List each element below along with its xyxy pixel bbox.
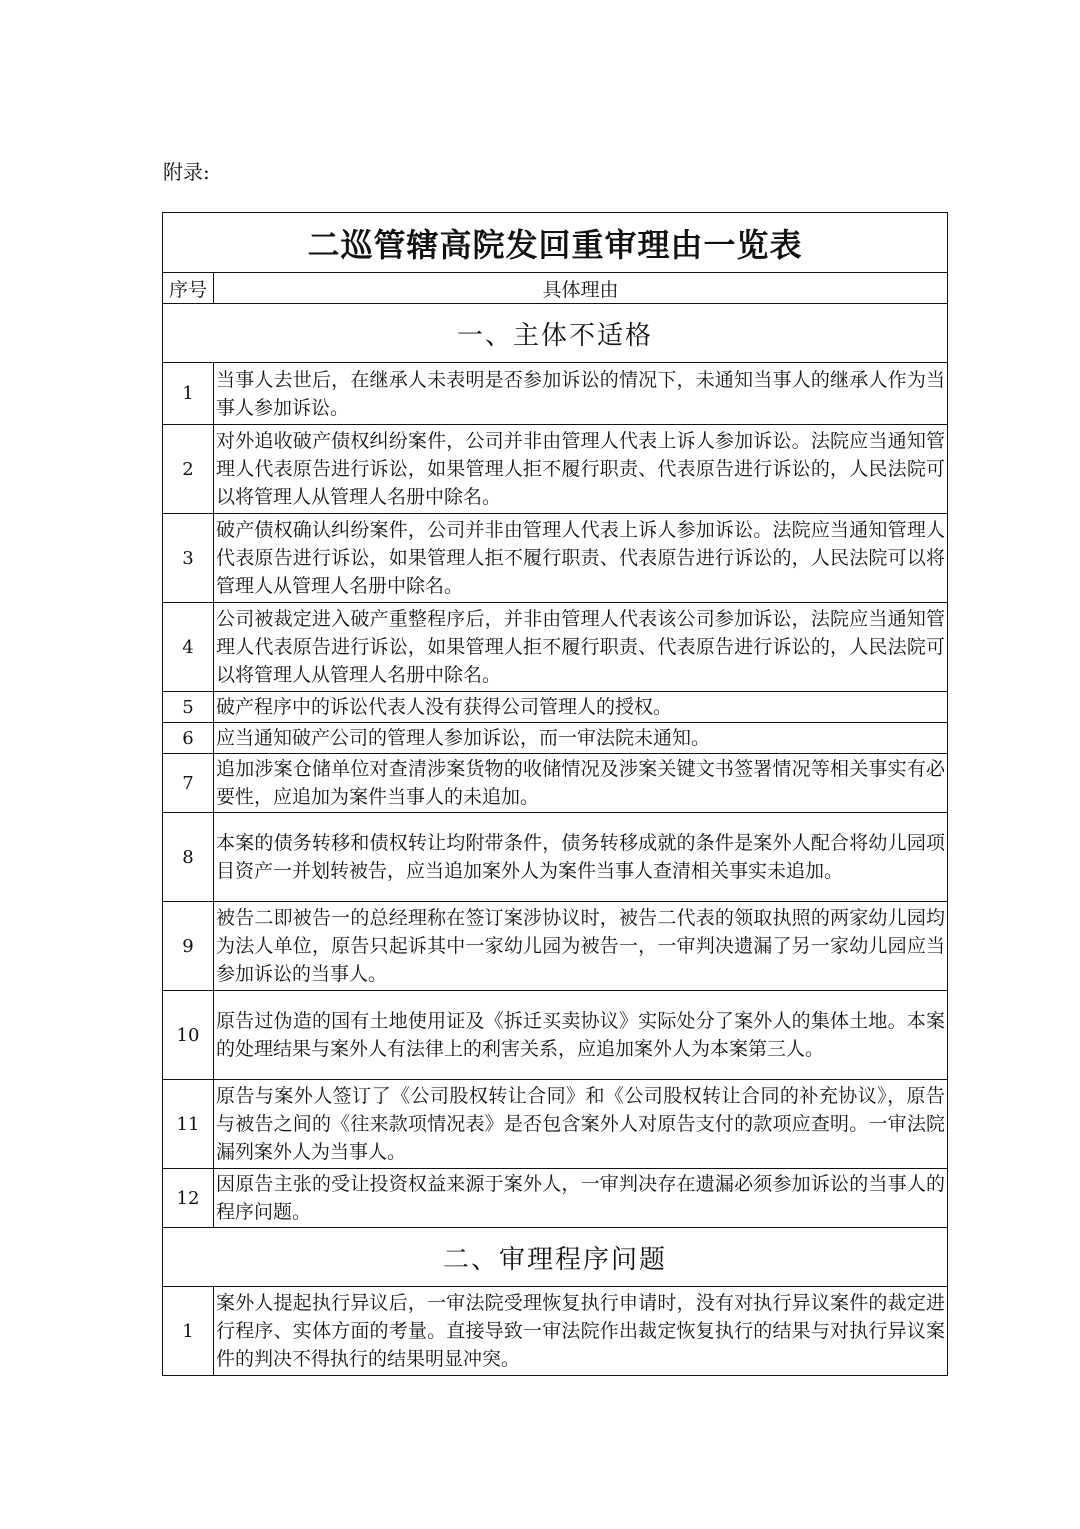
section-row	[163, 304, 948, 363]
table-title: 二巡管辖高院发回重审理由一览表	[163, 213, 948, 273]
row-number: 10	[163, 991, 214, 1080]
section-title: 一、主体不适格	[163, 304, 948, 363]
appendix-label: 附录:	[163, 160, 210, 184]
row-number: 6	[163, 723, 214, 754]
row-reason: 公司被裁定进入破产重整程序后，并非由管理人代表该公司参加诉讼，法院应当通知管理人代表原告进行诉讼，如果管理人拒不履行职责、代表原告进行诉讼的，人民法院可以将管理人从管理人名册中除名。	[214, 603, 948, 692]
page-bottom-margin	[0, 1380, 1080, 1529]
header-number: 序号	[163, 273, 214, 304]
row-reason: 原告与案外人签订了《公司股权转让合同》和《公司股权转让合同的补充协议》，原告与被告之间的《往来款项情况表》是否包含案外人对原告支付的款项应查明。一审法院漏列案外人为当事人。	[214, 1080, 948, 1169]
row-reason: 追加涉案仓储单位对查清涉案货物的收储情况及涉案关键文书签署情况等相关事实有必要性，应追加为案件当事人的未追加。	[214, 754, 948, 813]
table-body	[163, 213, 948, 1376]
row-number: 12	[163, 1169, 214, 1228]
table-row	[163, 754, 948, 813]
row-reason: 被告二即被告一的总经理称在签订案涉协议时，被告二代表的领取执照的两家幼儿园均为法人单位，原告只起诉其中一家幼儿园为被告一，一审判决遗漏了另一家幼儿园应当参加诉讼的当事人。	[214, 902, 948, 991]
title-row	[163, 213, 948, 273]
row-number: 11	[163, 1080, 214, 1169]
table-row	[163, 692, 948, 723]
row-reason: 应当通知破产公司的管理人参加诉讼，而一审法院未通知。	[214, 723, 948, 754]
table-row	[163, 363, 948, 425]
row-number: 4	[163, 603, 214, 692]
row-reason: 原告过伪造的国有土地使用证及《拆迁买卖协议》实际处分了案外人的集体土地。本案的处理结果与案外人有法律上的利害关系，应追加案外人为本案第三人。	[214, 991, 948, 1080]
header-reason: 具体理由	[214, 273, 948, 304]
table-row	[163, 603, 948, 692]
table-row	[163, 1287, 948, 1376]
row-number: 3	[163, 514, 214, 603]
row-number: 1	[163, 1287, 214, 1376]
row-number: 9	[163, 902, 214, 991]
row-reason: 对外追收破产债权纠纷案件，公司并非由管理人代表上诉人参加诉讼。法院应当通知管理人代表原告进行诉讼，如果管理人拒不履行职责、代表原告进行诉讼的，人民法院可以将管理人从管理人名册中除名。	[214, 425, 948, 514]
table-row	[163, 813, 948, 902]
row-reason: 破产程序中的诉讼代表人没有获得公司管理人的授权。	[214, 692, 948, 723]
table-row	[163, 991, 948, 1080]
table-row	[163, 1080, 948, 1169]
row-reason: 因原告主张的受让投资权益来源于案外人，一审判决存在遗漏必须参加诉讼的当事人的程序问题。	[214, 1169, 948, 1228]
row-reason: 当事人去世后，在继承人未表明是否参加诉讼的情况下，未通知当事人的继承人作为当事人参加诉讼。	[214, 363, 948, 425]
remand-reasons-table	[162, 212, 948, 1376]
row-number: 8	[163, 813, 214, 902]
section-title: 二、审理程序问题	[163, 1228, 948, 1287]
row-reason: 本案的债务转移和债权转让均附带条件，债务转移成就的条件是案外人配合将幼儿园项目资产一并划转被告，应当追加案外人为案件当事人查清相关事实未追加。	[214, 813, 948, 902]
table-row	[163, 425, 948, 514]
row-number: 5	[163, 692, 214, 723]
table-row	[163, 902, 948, 991]
row-number: 7	[163, 754, 214, 813]
table-row	[163, 1169, 948, 1228]
row-reason: 案外人提起执行异议后，一审法院受理恢复执行申请时，没有对执行异议案件的裁定进行程序、实体方面的考量。直接导致一审法院作出裁定恢复执行的结果与对执行异议案件的判决不得执行的结果明显冲突。	[214, 1287, 948, 1376]
row-reason: 破产债权确认纠纷案件，公司并非由管理人代表上诉人参加诉讼。法院应当通知管理人代表原告进行诉讼，如果管理人拒不履行职责、代表原告进行诉讼的，人民法院可以将管理人从管理人名册中除名。	[214, 514, 948, 603]
section-row	[163, 1228, 948, 1287]
table-row	[163, 514, 948, 603]
table-row	[163, 723, 948, 754]
header-row	[163, 273, 948, 304]
row-number: 2	[163, 425, 214, 514]
row-number: 1	[163, 363, 214, 425]
